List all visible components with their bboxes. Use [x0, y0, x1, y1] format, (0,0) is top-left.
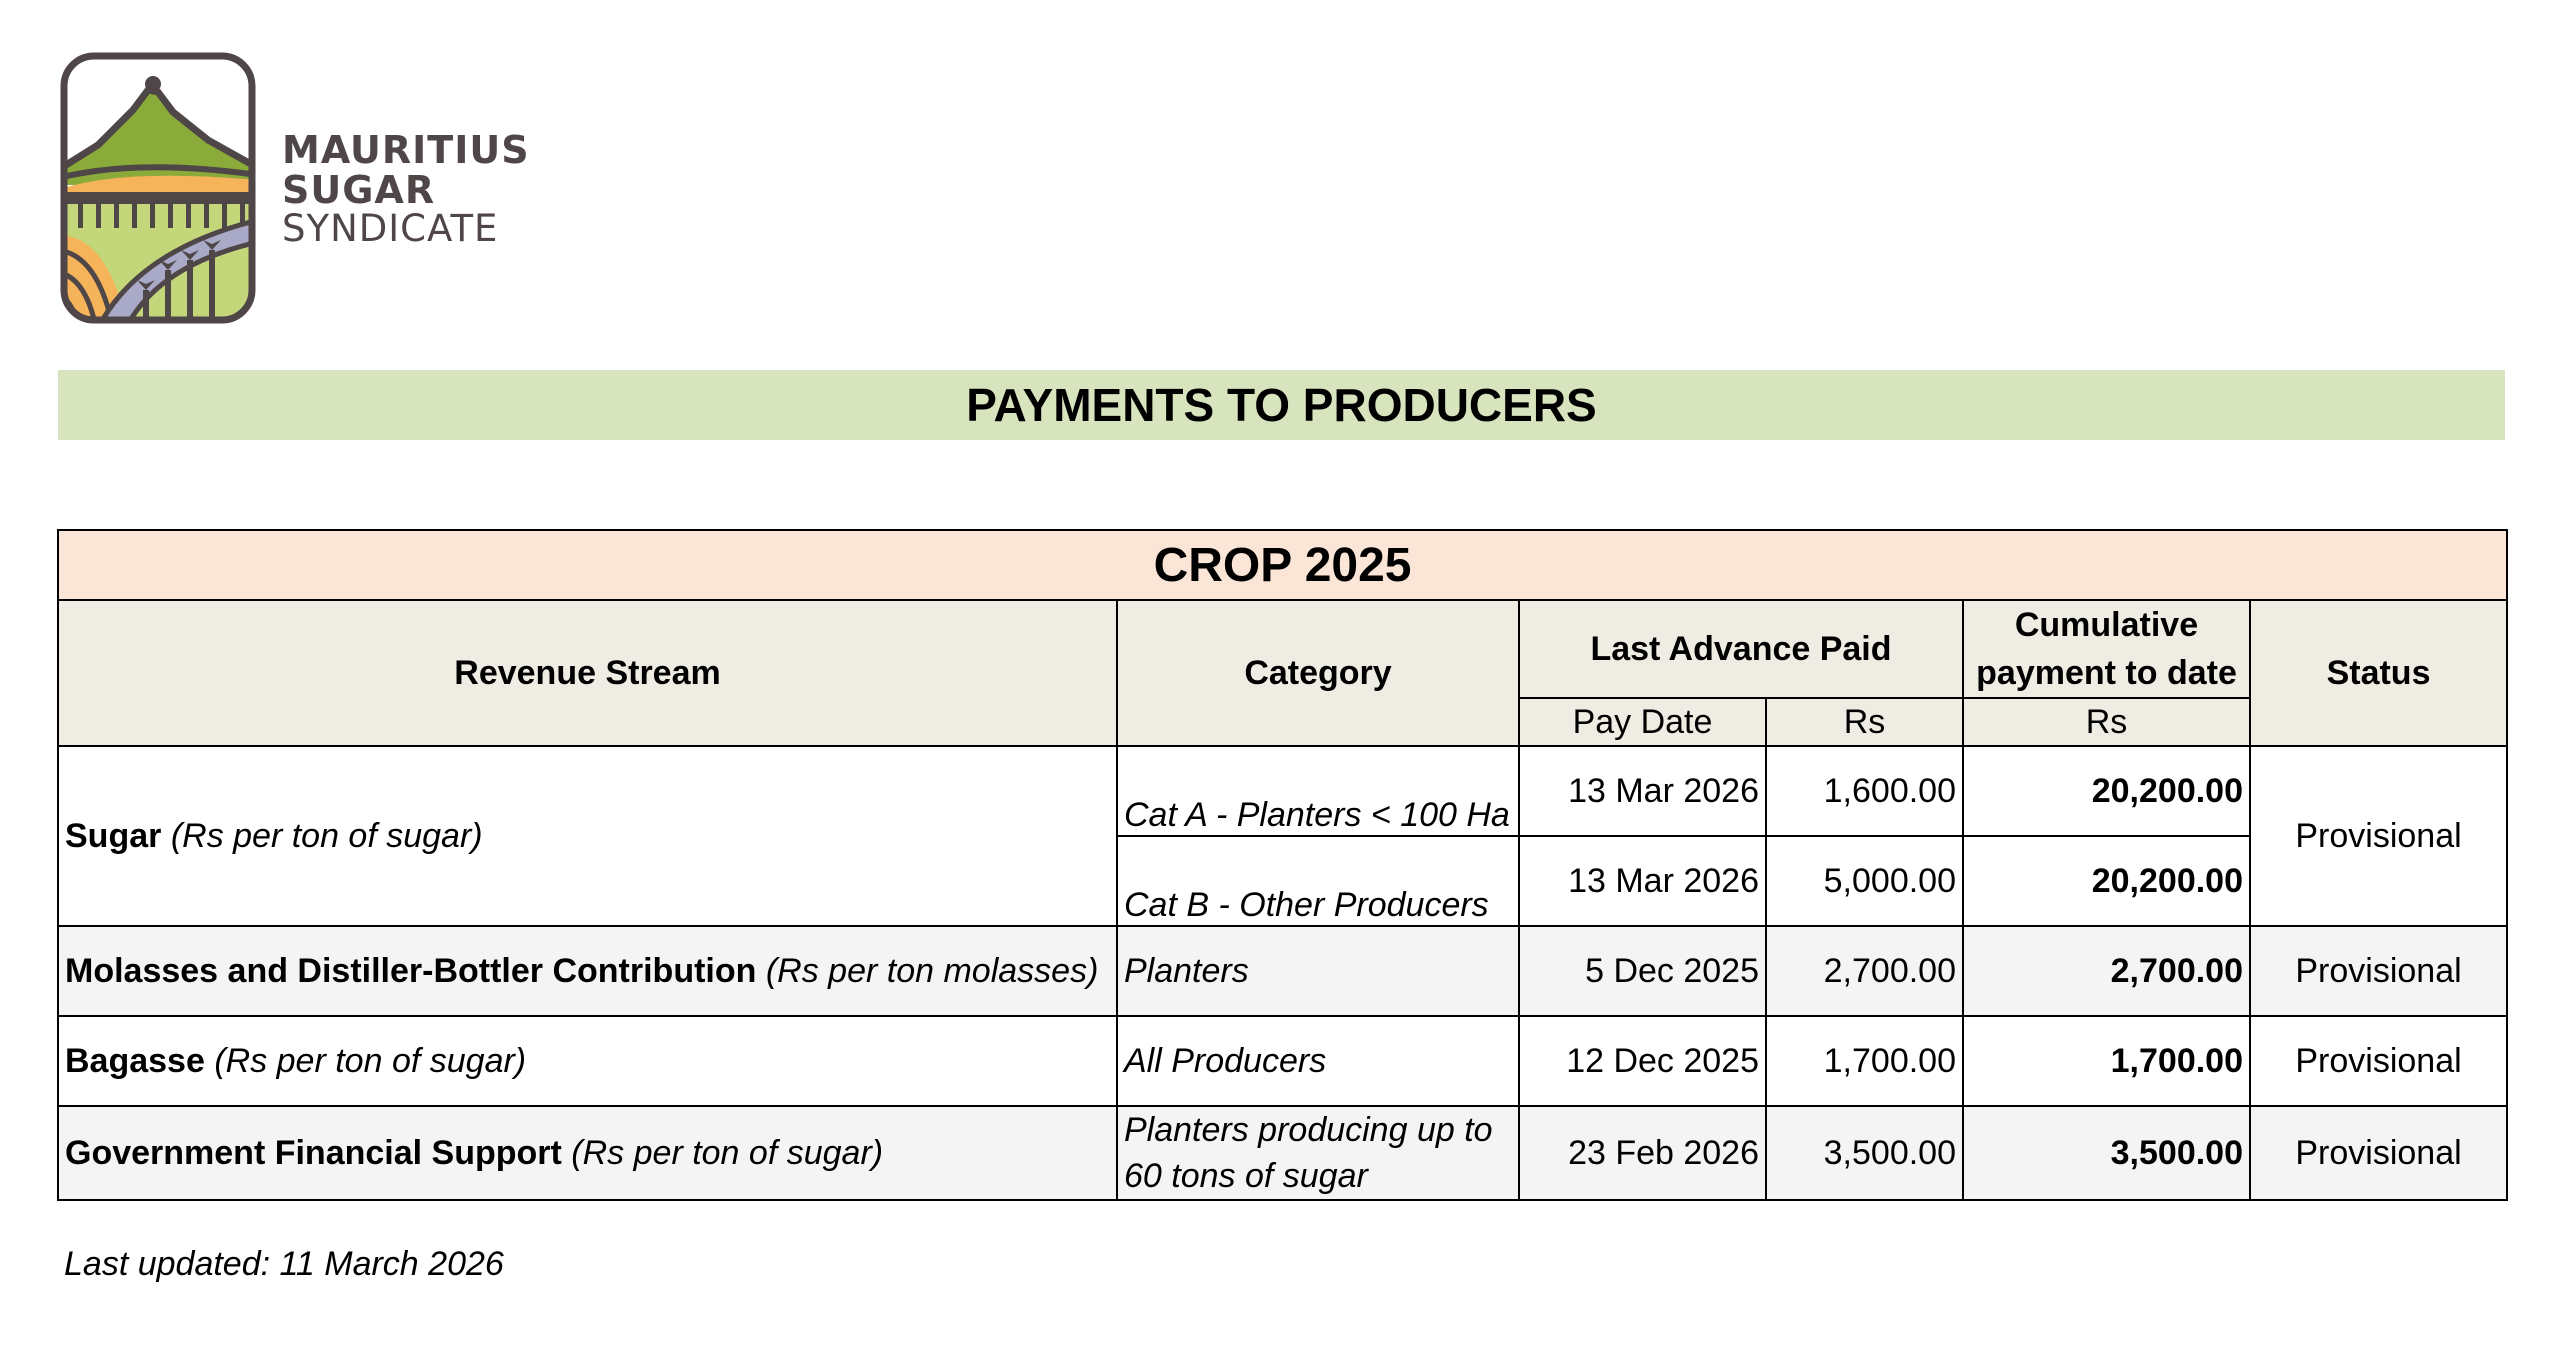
pay-date-cell: 13 Mar 2026	[1519, 836, 1766, 926]
revenue-stream-name: Sugar	[65, 816, 162, 855]
pay-date-cell: 12 Dec 2025	[1519, 1016, 1766, 1106]
status-cell: Provisional	[2250, 926, 2507, 1016]
pay-date-cell: 23 Feb 2026	[1519, 1106, 1766, 1200]
rs-cell: 1,600.00	[1766, 746, 1963, 836]
logo-wordmark	[282, 130, 530, 248]
last-updated-note: Last updated: 11 March 2026	[64, 1245, 504, 1283]
status-cell: Provisional	[2250, 746, 2507, 926]
revenue-stream-unit: (Rs per ton of sugar)	[214, 1041, 527, 1080]
status-cell: Provisional	[2250, 1106, 2507, 1200]
table-row	[58, 1016, 2507, 1106]
logo-line-sugar: SUGAR	[282, 168, 436, 212]
category-cell: All Producers	[1117, 1016, 1519, 1106]
cumulative-cell: 20,200.00	[1963, 836, 2250, 926]
page-title: PAYMENTS TO PRODUCERS	[58, 370, 2505, 440]
revenue-stream-cell	[58, 926, 1117, 1016]
header-last-advance-paid: Last Advance Paid	[1519, 600, 1963, 698]
header-cumulative-line2: payment to date	[1976, 654, 2237, 692]
crop-title: CROP 2025	[58, 530, 2507, 600]
rs-cell: 2,700.00	[1766, 926, 1963, 1016]
revenue-stream-unit: (Rs per ton of sugar)	[170, 816, 483, 855]
category-cell	[1117, 1106, 1519, 1200]
header-cumulative-line1: Cumulative	[2014, 606, 2199, 644]
header-cumulative-rs: Rs	[1963, 698, 2250, 746]
revenue-stream-cell	[58, 1106, 1117, 1200]
header-pay-date: Pay Date	[1519, 698, 1766, 746]
category-line1: Planters producing up to	[1124, 1111, 1493, 1149]
header-status: Status	[2250, 600, 2507, 746]
table-row	[58, 926, 2507, 1016]
cumulative-cell: 1,700.00	[1963, 1016, 2250, 1106]
revenue-stream-cell	[58, 1016, 1117, 1106]
rs-cell: 1,700.00	[1766, 1016, 1963, 1106]
cumulative-cell: 20,200.00	[1963, 746, 2250, 836]
rs-cell: 3,500.00	[1766, 1106, 1963, 1200]
category-cell: Planters	[1117, 926, 1519, 1016]
revenue-stream-name: Molasses and Distiller-Bottler Contribution	[65, 951, 757, 990]
revenue-stream-unit: (Rs per ton of sugar)	[571, 1133, 884, 1172]
header-category: Category	[1117, 600, 1519, 746]
revenue-stream-cell	[58, 746, 1117, 926]
revenue-stream-unit: (Rs per ton molasses)	[765, 951, 1099, 990]
category-cell: Cat A - Planters < 100 Ha	[1117, 746, 1519, 836]
crop-header-row	[58, 530, 2507, 600]
table-row	[58, 746, 2507, 836]
logo-line-mauritius: MAURITIUS	[282, 128, 530, 172]
revenue-stream-name: Government Financial Support	[65, 1133, 562, 1172]
cumulative-cell: 2,700.00	[1963, 926, 2250, 1016]
header-rs: Rs	[1766, 698, 1963, 746]
table-row	[58, 1106, 2507, 1200]
mss-logo-icon	[58, 50, 258, 326]
cumulative-cell: 3,500.00	[1963, 1106, 2250, 1200]
logo-line-syndicate: SYNDICATE	[282, 207, 499, 250]
category-cell: Cat B - Other Producers	[1117, 836, 1519, 926]
pay-date-cell: 5 Dec 2025	[1519, 926, 1766, 1016]
revenue-stream-name: Bagasse	[65, 1041, 205, 1080]
pay-date-cell: 13 Mar 2026	[1519, 746, 1766, 836]
header-cumulative	[1963, 600, 2250, 698]
rs-cell: 5,000.00	[1766, 836, 1963, 926]
status-cell: Provisional	[2250, 1016, 2507, 1106]
category-line2: 60 tons of sugar	[1124, 1157, 1368, 1195]
header-row	[58, 600, 2507, 698]
payments-table	[57, 529, 2508, 1201]
header-revenue-stream: Revenue Stream	[58, 600, 1117, 746]
